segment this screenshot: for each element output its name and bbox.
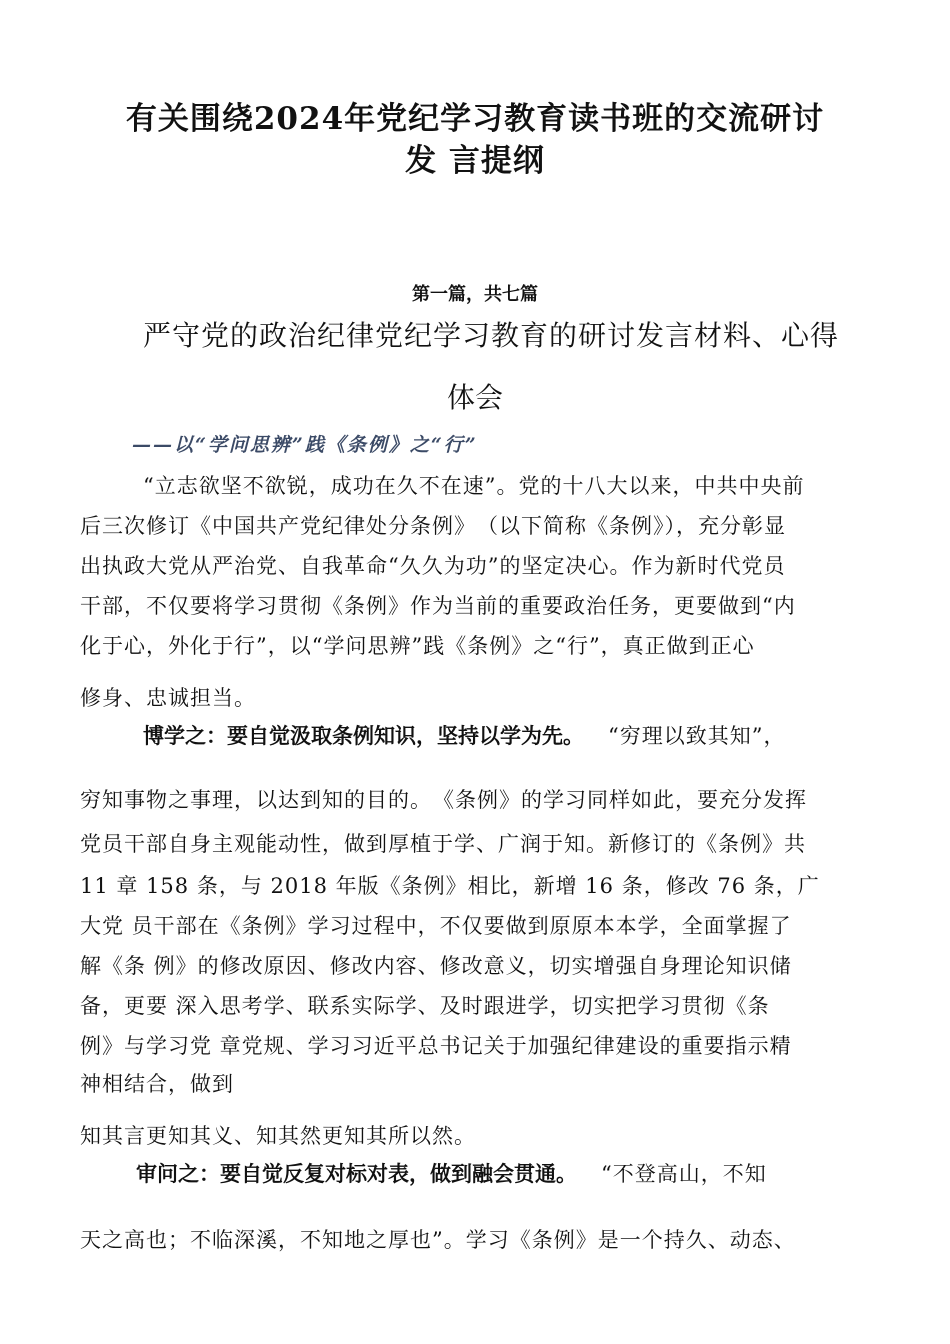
paragraph-line: 知其言更知其义、知其然更知其所以然。 xyxy=(80,1124,476,1148)
section-heading-line xyxy=(136,1160,767,1188)
paragraph-line: 穷知事物之事理，以达到知的目的。 《条例》的学习同样如此，要充分发挥 xyxy=(80,788,807,812)
title-line-1: 有关围绕2024年党纪学习教育读书班的交流研讨 xyxy=(125,101,825,137)
paragraph-line: 大党 员干部在《条例》学习过程中，不仅要做到原原本本学，全面掌握了 xyxy=(80,914,792,938)
paragraph-line: 化于心，外化于行”，以“学问思辨”践《条例》之“行”，真正做到正心 xyxy=(80,634,755,658)
paragraph-line: 神相结合，做到 xyxy=(80,1072,234,1096)
paragraph-line: 备，更要 深入思考学、联系实际学、及时跟进学，切实把学习贯彻《条 xyxy=(80,994,770,1018)
paragraph-line: 党员干部自身主观能动性，做到厚植于学、广润于知。新修订的《条例》共 xyxy=(80,832,806,856)
subject-heading-line-2: 体会 xyxy=(446,381,503,414)
subtitle: ——以“学问思辨”践《条例》之“行” xyxy=(132,434,478,456)
paragraph-line: 解《条 例》的修改原因、修改内容、修改意义，切实增强自身理论知识储 xyxy=(80,954,792,978)
title-line-2: 发 言提纲 xyxy=(405,143,545,179)
document-title xyxy=(60,98,890,182)
paragraph-line: 修身、忠诚担当。 xyxy=(80,686,256,710)
section-heading-line xyxy=(143,722,785,750)
paragraph-line: 11 章 158 条，与 2018 年版《条例》相比，新增 16 条，修改 76 条，广 xyxy=(80,874,820,898)
paragraph-line: 天之高也；不临深溪，不知地之厚也”。学习《条例》是一个持久、动态、 xyxy=(80,1228,796,1252)
paragraph-line: “立志欲坚不欲锐，成功在久不在速”。党的十八大以来，中共中央前 xyxy=(143,474,805,498)
section-lead-text: “穷理以致其知”， xyxy=(608,724,786,748)
part-label: 第一篇，共七篇 xyxy=(412,284,538,305)
paragraph-line: 例》与学习党 章党规、学习习近平总书记关于加强纪律建设的重要指示精 xyxy=(80,1034,792,1058)
subject-heading-line-1: 严守党的政治纪律党纪学习教育的研讨发言材料、心得 xyxy=(143,319,840,352)
section-heading: 博学之：要自觉汲取条例知识，坚持以学为先。 xyxy=(143,724,584,748)
section-heading: 审问之：要自觉反复对标对表，做到融会贯通。 xyxy=(136,1162,577,1186)
paragraph-line: 干部，不仅要将学习贯彻《条例》作为当前的重要政治任务，更要做到“内 xyxy=(80,594,796,618)
paragraph-line: 出执政大党从严治党、自我革命“久久为功”的坚定决心。作为新时代党员 xyxy=(80,554,786,578)
paragraph-line: 后三次修订《中国共产党纪律处分条例》 （以下简称《条例》），充分彰显 xyxy=(80,514,786,538)
section-lead-text: “不登高山，不知 xyxy=(601,1162,767,1186)
